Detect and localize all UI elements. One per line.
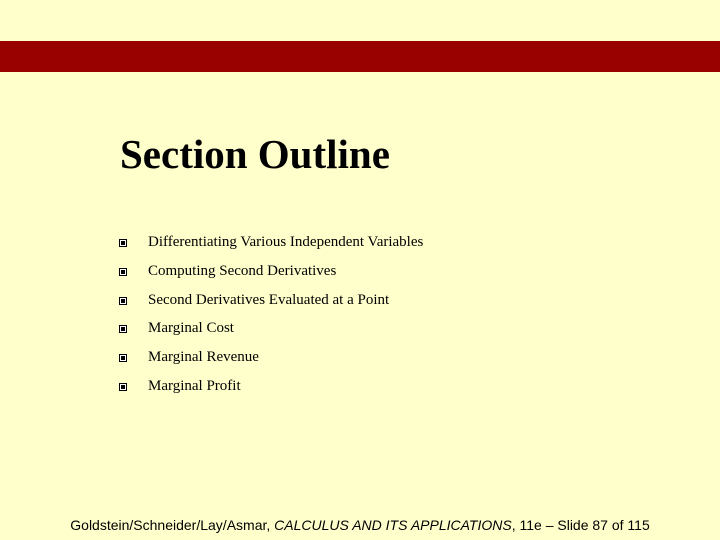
bullet-item-second-derivatives: [119, 260, 679, 282]
slide-title: Section Outline: [120, 131, 390, 177]
square-bullet-icon: [119, 325, 127, 333]
bullet-item-marginal-cost: [119, 317, 679, 339]
bullet-item-marginal-profit: [119, 375, 679, 397]
bullet-item-differentiating: [119, 231, 679, 253]
footer-book-title: CALCULUS AND ITS APPLICATIONS: [274, 517, 512, 533]
square-bullet-icon: [119, 297, 127, 305]
square-bullet-icon: [119, 239, 127, 247]
bullet-text: Marginal Cost: [148, 320, 234, 336]
slide-footer: [0, 516, 720, 534]
bullet-text: Marginal Profit: [148, 378, 241, 394]
square-bullet-icon: [119, 354, 127, 362]
bullet-text: Second Derivatives Evaluated at a Point: [148, 292, 390, 308]
footer-authors: Goldstein/Schneider/Lay/Asmar,: [70, 517, 275, 533]
footer-slide-number: , 11e – Slide 87 of 115: [511, 517, 650, 533]
bullet-text: Computing Second Derivatives: [148, 263, 337, 279]
bullet-text: Marginal Revenue: [148, 349, 259, 365]
bullet-text: Differentiating Various Independent Variables: [148, 234, 424, 250]
square-bullet-icon: [119, 383, 127, 391]
bullet-item-marginal-revenue: [119, 346, 679, 368]
square-bullet-icon: [119, 268, 127, 276]
bullet-item-evaluated-at-point: [119, 289, 679, 311]
